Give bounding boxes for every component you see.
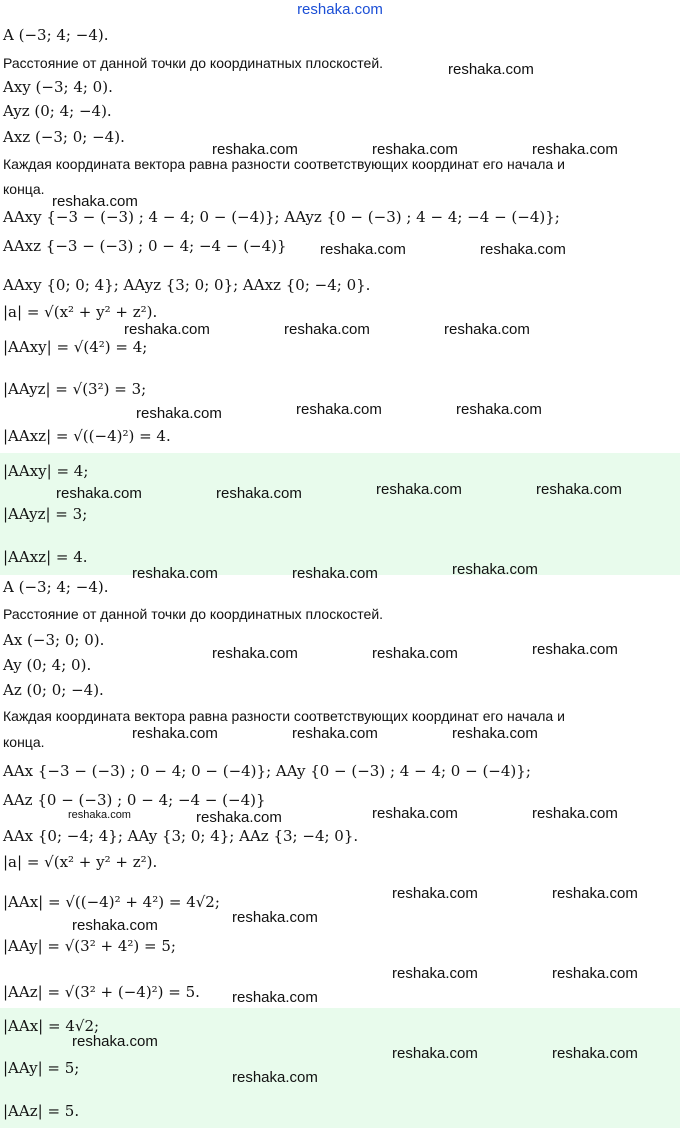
watermark-text: reshaka.com [552, 965, 638, 982]
formula-line: |AAx| = √((−4)² + 4²) = 4√2; [3, 893, 220, 911]
watermark-text: reshaka.com [392, 885, 478, 902]
watermark-text: reshaka.com [456, 401, 542, 418]
watermark-text: reshaka.com [320, 241, 406, 258]
prose-line: Расстояние от данной точки до координатных плоскостей. [3, 55, 384, 71]
formula-line: Ax (−3; 0; 0). [3, 631, 105, 649]
answer-highlight-2 [0, 1008, 680, 1128]
prose-line: конца. [3, 734, 45, 750]
watermark-text: reshaka.com [136, 405, 222, 422]
formula-line: Axy (−3; 4; 0). [3, 78, 113, 96]
watermark-text: reshaka.com [212, 645, 298, 662]
watermark-text: reshaka.com [444, 321, 530, 338]
watermark-text: reshaka.com [72, 1033, 158, 1050]
watermark-text: reshaka.com [56, 485, 142, 502]
watermark-text: reshaka.com [232, 989, 318, 1006]
formula-line: |a| = √(x² + y² + z²). [3, 853, 158, 871]
formula-line: AAxy {−3 − (−3) ; 4 − 4; 0 − (−4)}; AAyz {0 − (−3) ; 4 − 4; −4 − (−4)}; [3, 208, 560, 226]
watermark-text: reshaka.com [532, 641, 618, 658]
formula-line: |AAy| = 5; [3, 1059, 80, 1077]
watermark-text: reshaka.com [284, 321, 370, 338]
prose-line: Расстояние от данной точки до координатных плоскостей. [3, 606, 384, 622]
watermark-text: reshaka.com [52, 193, 138, 210]
watermark-text: reshaka.com [132, 565, 218, 582]
prose-line: Каждая координата вектора равна разности соответствующих координат его начала и [3, 156, 565, 172]
formula-line: A (−3; 4; −4). [3, 26, 109, 44]
watermark-text: reshaka.com [452, 561, 538, 578]
site-header-link[interactable]: reshaka.com [297, 1, 383, 18]
watermark-text: reshaka.com [480, 241, 566, 258]
watermark-text: reshaka.com [132, 725, 218, 742]
formula-line: A (−3; 4; −4). [3, 578, 109, 596]
watermark-text: reshaka.com [452, 725, 538, 742]
watermark-text: reshaka.com [196, 809, 282, 826]
watermark-text: reshaka.com [552, 885, 638, 902]
watermark-text: reshaka.com [536, 481, 622, 498]
watermark-text: reshaka.com [372, 645, 458, 662]
watermark-text: reshaka.com [532, 141, 618, 158]
formula-line: AAx {−3 − (−3) ; 0 − 4; 0 − (−4)}; AAy {0 − (−3) ; 4 − 4; 0 − (−4)}; [3, 762, 531, 780]
watermark-text: reshaka.com [532, 805, 618, 822]
watermark-text: reshaka.com [372, 805, 458, 822]
formula-line: AAxy {0; 0; 4}; AAyz {3; 0; 0}; AAxz {0; −4; 0}. [3, 276, 371, 294]
watermark-text: reshaka.com [448, 61, 534, 78]
watermark-text: reshaka.com [232, 1069, 318, 1086]
watermark-text: reshaka.com [216, 485, 302, 502]
formula-line: Az (0; 0; −4). [3, 681, 104, 699]
watermark-text: reshaka.com [124, 321, 210, 338]
formula-line: |AAz| = 5. [3, 1102, 80, 1120]
formula-line: |AAyz| = 3; [3, 505, 88, 523]
formula-line: Ay (0; 4; 0). [3, 656, 92, 674]
formula-line: |a| = √(x² + y² + z²). [3, 303, 158, 321]
prose-line: Каждая координата вектора равна разности соответствующих координат его начала и [3, 708, 565, 724]
formula-line: |AAy| = √(3² + 4²) = 5; [3, 937, 176, 955]
watermark-text: reshaka.com [392, 965, 478, 982]
watermark-text: reshaka.com [72, 917, 158, 934]
watermark-text: reshaka.com [296, 401, 382, 418]
watermark-text: reshaka.com [372, 141, 458, 158]
answer-highlight-1 [0, 453, 680, 575]
formula-line: Axz (−3; 0; −4). [3, 128, 125, 146]
watermark-text: reshaka.com [68, 809, 131, 821]
prose-line: конца. [3, 181, 45, 197]
formula-line: |AAxy| = √(4²) = 4; [3, 338, 148, 356]
formula-line: |AAz| = √(3² + (−4)²) = 5. [3, 983, 200, 1001]
formula-line: |AAxy| = 4; [3, 462, 89, 480]
formula-line: AAz {0 − (−3) ; 0 − 4; −4 − (−4)} [3, 791, 266, 809]
watermark-text: reshaka.com [212, 141, 298, 158]
formula-line: |AAx| = 4√2; [3, 1017, 100, 1035]
formula-line: AAx {0; −4; 4}; AAy {3; 0; 4}; AAz {3; −4; 0}. [3, 827, 359, 845]
watermark-text: reshaka.com [552, 1045, 638, 1062]
watermark-text: reshaka.com [232, 909, 318, 926]
watermark-text: reshaka.com [392, 1045, 478, 1062]
watermark-text: reshaka.com [292, 565, 378, 582]
watermark-text: reshaka.com [376, 481, 462, 498]
formula-line: |AAxz| = √((−4)²) = 4. [3, 427, 171, 445]
formula-line: |AAyz| = √(3²) = 3; [3, 380, 147, 398]
formula-line: |AAxz| = 4. [3, 548, 88, 566]
watermark-text: reshaka.com [292, 725, 378, 742]
formula-line: AAxz {−3 − (−3) ; 0 − 4; −4 − (−4)} [3, 237, 287, 255]
formula-line: Ayz (0; 4; −4). [3, 102, 112, 120]
